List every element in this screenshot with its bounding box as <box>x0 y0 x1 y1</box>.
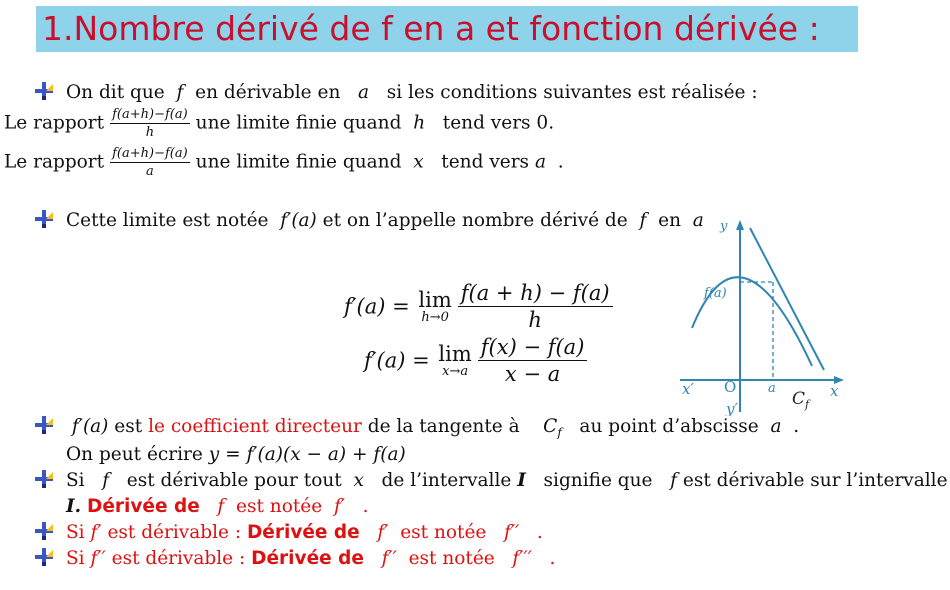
bullet-icon <box>34 547 54 567</box>
condition-2: Le rapport $\frac{f(a+h)-f(a)}{a}$ une limite finie quand x tend vers a . <box>4 146 564 179</box>
intro-line: On dit que f en dérivable en a si les conditions suivantes est réalisée : <box>34 81 758 105</box>
fa-label: f(a) <box>704 286 727 301</box>
derivative-formula-h: f′(a) = lim h→0 $\frac{f(a + h) - f(a)}{h}$ <box>344 280 613 333</box>
y-label: y <box>720 219 728 234</box>
derivative-formula-x: f′(a) = lim x→a $\frac{f(x) - f(a)}{x - a}$ <box>364 334 587 387</box>
yprime-label: y′ <box>726 400 738 416</box>
third-derivative-line: Si f′′ est dérivable : Dérivée de f′′ est notée f′′′ . <box>34 547 555 571</box>
tangent-line <box>750 228 824 370</box>
interval-line: Si f est dérivable pour tout x de l’intervalle I signifie que f est dérivable sur l’intervalle <box>34 469 948 493</box>
tangent-graph <box>676 214 846 416</box>
a-label: a <box>768 381 776 396</box>
x-label: x <box>830 382 839 400</box>
bullet-icon <box>34 521 54 541</box>
interval-line-2: I. Dérivée de f est notée f′ . <box>66 496 369 517</box>
limit-line: Cette limite est notée f′(a) et on l’appelle nombre dérivé de f en a <box>34 209 704 233</box>
bullet-icon <box>34 81 54 101</box>
y-arrow-icon <box>736 220 744 230</box>
cf-label: $C_f$ <box>792 389 810 411</box>
condition-1: Le rapport $\frac{f(a+h)-f(a)}{h}$ une limite finie quand h tend vers 0. <box>4 107 555 140</box>
tangent-line-text: f′(a) est le coefficient directeur de la tangente à $C_f$ au point d’abscisse a . <box>34 415 799 445</box>
origin-label: O <box>724 378 737 396</box>
ratio-fraction: $\frac{f(a+h)-f(a)}{a}$ <box>112 146 188 179</box>
bullet-icon <box>34 415 54 435</box>
bullet-icon <box>34 209 54 229</box>
ratio-fraction: $\frac{f(a+h)-f(a)}{h}$ <box>112 107 188 140</box>
section-title: 1.Nombre dérivé de f en a et fonction dérivée : <box>36 6 858 52</box>
second-derivative-line: Si f′ est dérivable : Dérivée de f′ est notée f′′ . <box>34 521 543 545</box>
tangent-equation: On peut écrire y = f′(a)(x − a) + f(a) <box>66 444 406 465</box>
xprime-label: x′ <box>682 380 694 398</box>
bullet-icon <box>34 469 54 489</box>
